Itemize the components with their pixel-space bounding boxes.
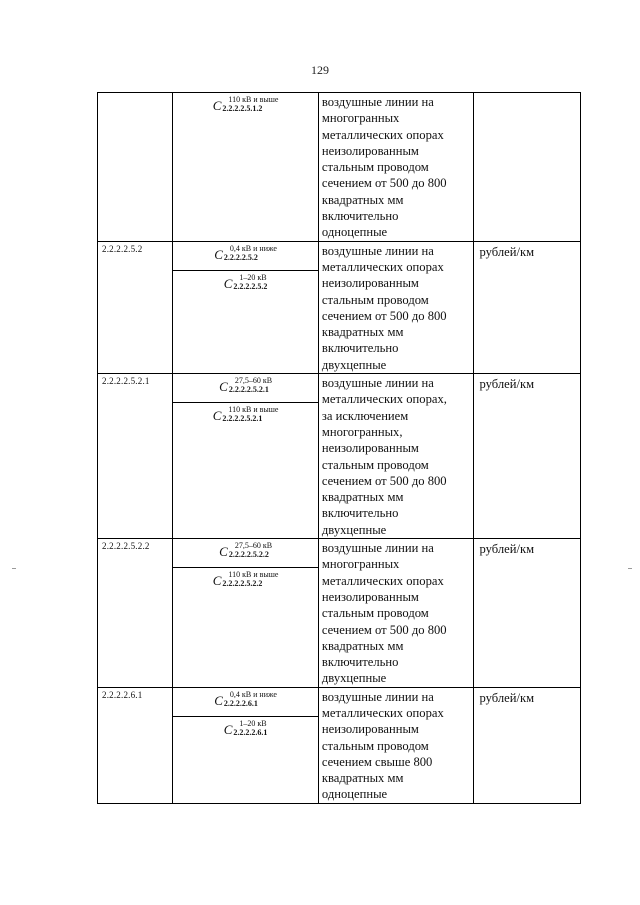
description-line: многогранных, (321, 424, 403, 439)
table-row (98, 241, 581, 373)
table-row (98, 687, 581, 803)
description-line: сечением от 500 до 800 (321, 308, 447, 323)
rate-symbol (214, 244, 277, 262)
rate-symbol-code: 2.2.2.2.5.2 (233, 281, 268, 291)
rate-symbol-secondary (173, 403, 318, 429)
description-line: многогранных (321, 557, 400, 572)
rate-symbol-letter: C (212, 98, 222, 113)
rate-index-cell (173, 241, 319, 373)
left-margin-mark (12, 568, 16, 569)
rate-symbol-code: 2.2.2.2.5.1.2 (222, 104, 263, 113)
description-line: двухцепные (321, 522, 387, 537)
unit-label: рублей/км (479, 690, 535, 705)
rate-symbol (214, 690, 277, 708)
rate-symbol-code: 2.2.2.2.6.1 (233, 727, 268, 737)
unit-label (474, 93, 580, 96)
row-code (98, 93, 172, 95)
description-line: двухцепные (321, 671, 387, 686)
description-cell (318, 539, 473, 688)
row-code: 2.2.2.2.5.2.2 (102, 541, 150, 552)
unit-cell (473, 93, 580, 242)
description-line: воздушные линии на (321, 243, 434, 258)
row-code-cell (98, 539, 173, 688)
rate-symbol (219, 541, 272, 559)
rate-symbol-primary (173, 242, 318, 271)
description-line: квадратных мм (321, 638, 404, 653)
description-line: включительно (321, 341, 399, 356)
description-line: одноцепные (321, 787, 388, 802)
tariff-table (97, 92, 581, 804)
description-line: неизолированным (321, 143, 419, 158)
row-code-cell (98, 687, 173, 803)
description-line: металлических опорах (321, 259, 444, 274)
description-line: воздушные линии на (321, 95, 434, 109)
rate-symbol-voltage: 1–20 кВ (239, 272, 267, 282)
rate-symbol-secondary (173, 271, 318, 297)
rate-symbol-letter: C (214, 692, 223, 708)
description-line: квадратных мм (321, 771, 404, 786)
rate-symbol-code: 2.2.2.2.5.2.1 (222, 414, 263, 424)
rate-symbol-letter: C (223, 721, 233, 737)
rate-symbol (219, 376, 272, 394)
rate-symbol-code: 2.2.2.2.5.2.2 (222, 579, 263, 589)
row-code: 2.2.2.2.6.1 (102, 689, 143, 700)
description-line: стальным проводом (321, 292, 429, 307)
rate-symbol-voltage: 0,4 кВ и ниже (229, 689, 277, 699)
description-line: включительно (321, 655, 399, 670)
table-row (98, 374, 581, 539)
rate-symbol-voltage: 110 кВ и выше (228, 95, 279, 104)
rate-symbol-primary (173, 539, 318, 568)
rate-symbol-letter: C (214, 246, 223, 262)
description-line: металлических опорах (321, 705, 444, 720)
rate-symbol (213, 405, 279, 423)
rate-symbol-voltage: 110 кВ и выше (228, 405, 279, 415)
rate-symbol-voltage: 1–20 кВ (239, 718, 267, 728)
description-line: квадратных мм (321, 325, 404, 340)
rate-symbol (213, 95, 279, 113)
rate-symbol-voltage: 27,5–60 кВ (234, 541, 273, 551)
rate-symbol-voltage: 0,4 кВ и ниже (229, 243, 277, 253)
rate-symbol-voltage: 27,5–60 кВ (234, 376, 273, 386)
unit-label: рублей/км (479, 542, 535, 557)
rate-symbol-code: 2.2.2.2.5.2.1 (228, 385, 269, 395)
description-line: квадратных мм (321, 192, 404, 207)
rate-symbol-primary (173, 374, 318, 403)
description-cell (318, 241, 473, 373)
rate-symbol-secondary (173, 717, 318, 743)
description-line: неизолированным (321, 589, 419, 604)
description-line: сечением от 500 до 800 (321, 176, 447, 191)
rate-symbol-code: 2.2.2.2.5.2 (223, 252, 258, 262)
row-code: 2.2.2.2.5.2 (102, 243, 143, 254)
rate-symbol (213, 570, 279, 588)
rate-symbol-letter: C (219, 544, 228, 560)
description-line: металлических опорах (321, 127, 444, 142)
row-code-cell (98, 93, 173, 242)
description-line: включительно (321, 506, 399, 521)
rate-symbol-primary (173, 93, 318, 119)
row-code-cell (98, 374, 173, 539)
description-line: стальным проводом (321, 457, 429, 472)
description-line: сечением от 500 до 800 (321, 473, 447, 488)
description-line: стальным проводом (321, 738, 429, 753)
table-row (98, 539, 581, 688)
description-line: квадратных мм (321, 490, 404, 505)
rate-symbol-letter: C (212, 408, 222, 424)
description-line: металлических опорах (321, 573, 444, 588)
rate-index-cell (173, 374, 319, 539)
right-margin-mark (628, 568, 632, 569)
unit-cell (473, 374, 580, 539)
unit-cell (473, 539, 580, 688)
rate-symbol-secondary (173, 568, 318, 594)
description-line: сечением свыше 800 (321, 754, 433, 769)
rate-symbol-letter: C (212, 573, 222, 589)
description-line: воздушные линии на (321, 689, 434, 704)
rate-index-cell (173, 93, 319, 242)
rate-index-cell (173, 539, 319, 688)
description-cell (318, 374, 473, 539)
description-line: воздушные линии на (321, 376, 434, 391)
unit-cell (473, 687, 580, 803)
description-line: за исключением (321, 408, 409, 423)
unit-cell (473, 241, 580, 373)
description-line: стальным проводом (321, 606, 429, 621)
row-code: 2.2.2.2.5.2.1 (102, 376, 150, 387)
description-line: воздушные линии на (321, 541, 434, 556)
description-cell (318, 93, 473, 242)
table-row (98, 93, 581, 242)
description-line: металлических опорах, (321, 392, 447, 407)
description-line: включительно (321, 209, 399, 224)
description-line: стальным проводом (321, 160, 429, 175)
rate-symbol-voltage: 110 кВ и выше (228, 570, 279, 580)
description-line: сечением от 500 до 800 (321, 622, 447, 637)
rate-symbol-letter: C (219, 379, 228, 395)
description-line: двухцепные (321, 357, 387, 372)
rate-symbol-code: 2.2.2.2.5.2.2 (228, 550, 269, 560)
description-line: неизолированным (321, 441, 419, 456)
rate-symbol (224, 719, 268, 737)
rate-symbol-primary (173, 688, 318, 717)
description-line: многогранных (321, 111, 400, 126)
tariff-table-body (98, 93, 581, 804)
rate-symbol-letter: C (223, 275, 233, 291)
description-line: неизолированным (321, 722, 419, 737)
unit-label: рублей/км (479, 377, 535, 392)
description-line: одноцепные (321, 225, 388, 240)
rate-symbol-code: 2.2.2.2.6.1 (223, 698, 258, 708)
page-number: 129 (311, 63, 329, 77)
unit-label: рублей/км (479, 244, 535, 259)
description-cell (318, 687, 473, 803)
description-line: неизолированным (321, 276, 419, 291)
row-code-cell (98, 241, 173, 373)
rate-symbol (224, 273, 268, 291)
rate-index-cell (173, 687, 319, 803)
